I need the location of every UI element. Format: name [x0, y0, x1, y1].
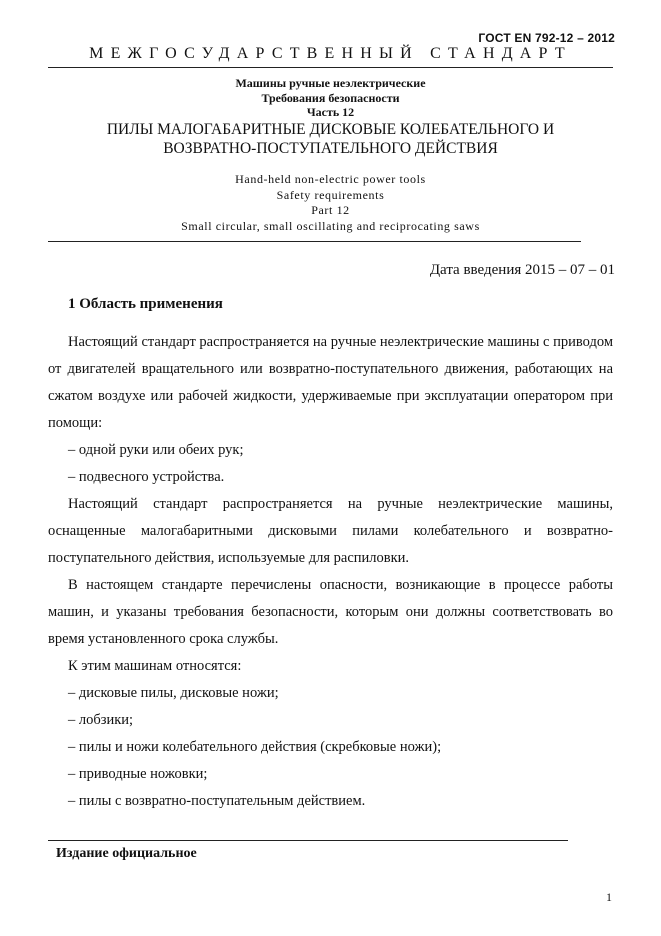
- title-divider: [48, 241, 581, 242]
- title-ru-main-line-2: ВОЗВРАТНО-ПОСТУПАТЕЛЬНОГО ДЕЙСТВИЯ: [163, 139, 498, 157]
- footer-divider: [48, 840, 568, 841]
- paragraph: Настоящий стандарт распространяется на ручные неэлектрические машины, оснащенные малогабаритными дисковыми пилами колебательного и возвратно-поступательного действия, используемые для распиловки.: [48, 496, 613, 566]
- title-ru-part: Часть 12: [306, 105, 355, 119]
- title-russian: [48, 76, 613, 158]
- title-en-line-2: Safety requirements: [276, 187, 385, 202]
- title-english: [48, 172, 613, 234]
- introduction-date: Дата введения 2015 – 07 – 01: [429, 262, 615, 278]
- list-item: – пилы с возвратно-поступательным действием.: [68, 793, 366, 809]
- standard-code: ГОСТ EN 792-12 – 2012: [478, 31, 615, 45]
- section-body: [48, 329, 613, 815]
- paragraph: В настоящем стандарте перечислены опасности, возникающие в процессе работы машин, и указаны требования безопасности, которым они должны соответствовать во время установленного срока службы.: [48, 577, 613, 647]
- title-ru-line-2: Требования безопасности: [261, 90, 400, 105]
- title-ru-line-1: Машины ручные неэлектрические: [235, 76, 426, 90]
- list-item: – одной руки или обеих рук;: [68, 442, 244, 458]
- list-item: – лобзики;: [68, 712, 134, 728]
- title-en-line-1: Hand-held non-electric power tools: [235, 172, 426, 186]
- section-heading: 1 Область применения: [68, 296, 223, 312]
- title-en-part: Part 12: [311, 203, 350, 217]
- page-number: 1: [606, 890, 612, 904]
- list-item: – дисковые пилы, дисковые ножи;: [68, 685, 279, 701]
- list-item: – подвесного устройства.: [68, 469, 225, 485]
- paragraph: Настоящий стандарт распространяется на ручные неэлектрические машины с приводом от двигателей вращательного или возвратно-поступательного движения, работающих на сжатом воздухе или рабочей жидкости, удерживаемые при эксплуатации оператором при помощи:: [48, 334, 613, 431]
- paragraph: К этим машинам относятся:: [68, 658, 242, 674]
- title-en-line-4: Small circular, small oscillating and reciprocating saws: [181, 218, 480, 233]
- official-edition-label: Издание официальное: [56, 846, 197, 861]
- list-item: – пилы и ножи колебательного действия (скребковые ножи);: [68, 739, 442, 755]
- list-item: – приводные ножовки;: [68, 766, 208, 782]
- header-divider: [48, 67, 613, 68]
- title-ru-main-line-1: ПИЛЫ МАЛОГАБАРИТНЫЕ ДИСКОВЫЕ КОЛЕБАТЕЛЬНОГО И: [106, 120, 555, 138]
- interstate-standard-heading: МЕЖГОСУДАРСТВЕННЫЙ СТАНДАРТ: [89, 45, 572, 62]
